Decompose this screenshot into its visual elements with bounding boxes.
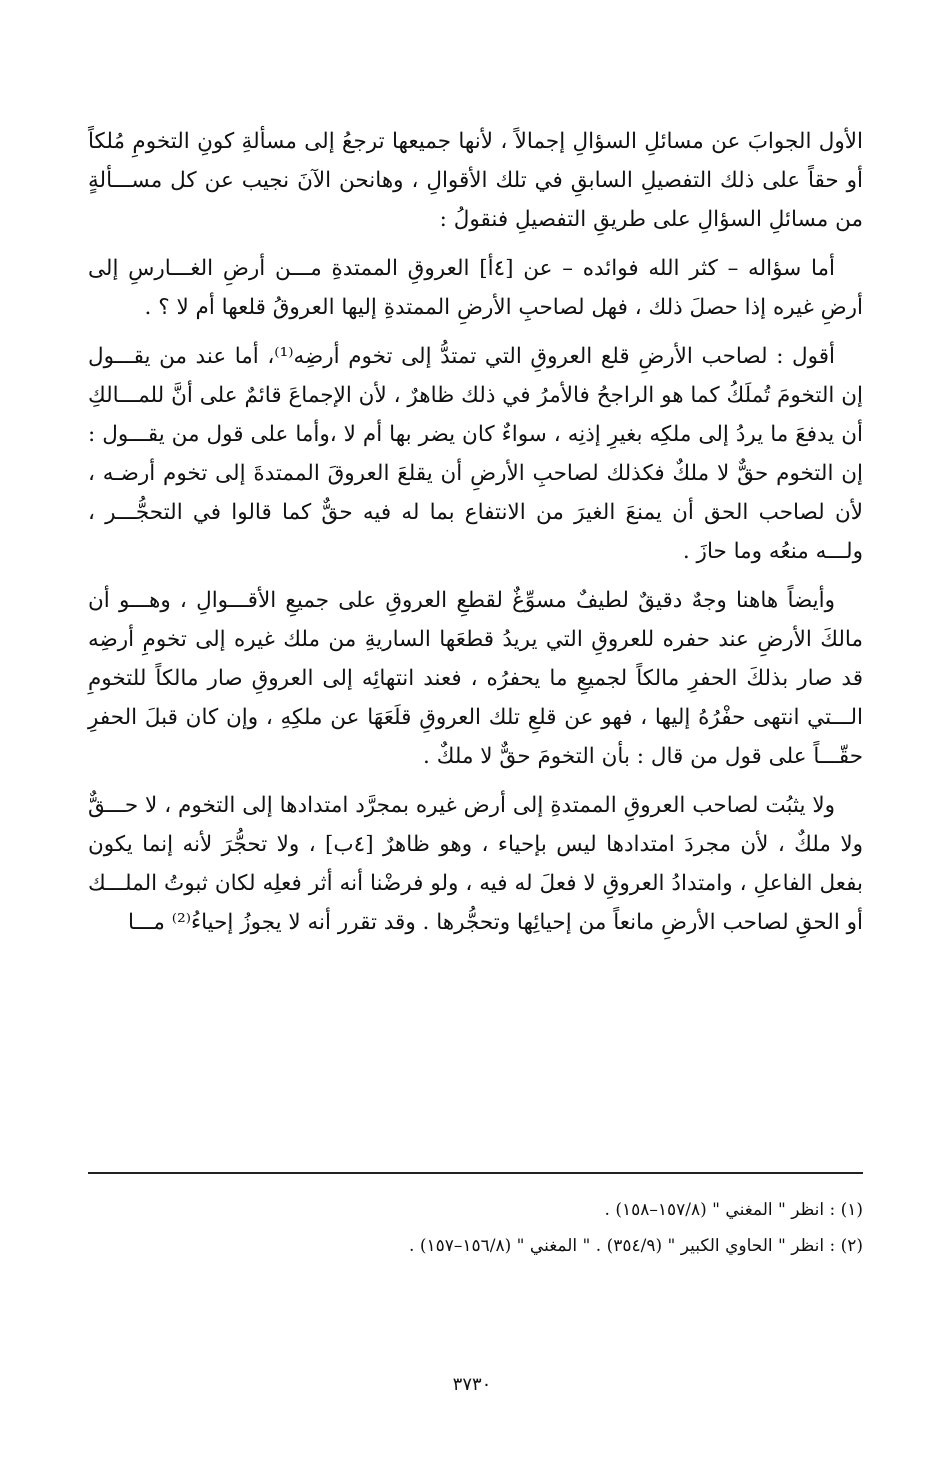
paragraph-5: ولا يثبُت لصاحب العروقِ الممتدةِ إلى أرض غيره بمجرَّد امتدادها إلى التخوم ، لا حـــقٌّ ولا ملكٌ ، لأن مجردَ امتدادها ليس بإحياء ، وهو ظاهرٌ [٤ب] ، ولا تحجُّرَ لأنه إنما يكون بفعل الفاعلِ ، وامتدادُ العروقِ لا فعلَ له فيه ، ولو فرضْنا أنه أثر فعلِه لكان ثبوتُ الملـــك أو الحقِ لصاحب الأرضِ مانعاً من إحيائِها وتحجُّرها . وقد تقرر أنه لا يجوزُ إحياءُ⁽²⁾ مـــا [88, 793, 863, 935]
paragraph-1: الأول الجوابَ عن مسائلِ السؤالِ إجمالاً ، لأنها جميعها ترجعُ إلى مسألةِ كونِ التخومِ مُلكاً أو حقاً على ذلك التفصيلِ السابقِ في تلك الأقوالِ ، وهانحن الآنَ نجيب عن كل مســـألةٍ من مسائلِ السؤالِ على طريقِ التفصيلِ فنقولُ : [88, 129, 863, 232]
footnote-1: (١) : انظر " المغني " (١٥٧/٨–١٥٨) . [604, 1200, 863, 1220]
footnotes [88, 1192, 863, 1264]
paragraph-3: أقول : لصاحب الأرضِ قلع العروقِ التي تمتدُّ إلى تخوم أرضِه⁽¹⁾، أما عند من يقـــول إن التخومَ تُملَكُ كما هو الراجحُ فالأمرُ في ذلك ظاهرٌ ، لأن الإجماعَ قائمٌ على أنَّ للمـــالكِ أن يدفعَ ما يردُ إلى ملكِه بغيرِ إذنِه ، سواءٌ كان يضر بها أم لا ،وأما على قول من يقـــول : إن التخوم حقٌّ لا ملكٌ فكذلك لصاحبِ الأرضِ أن يقلعَ العروقَ الممتدةَ إلى تخوم أرضـه ، لأن لصاحب الحق أن يمنعَ الغيرَ من الانتفاع بما له فيه حقٌّ كما قالوا في التحجُّـــر ، ولـــه منعُه وما حازَ . [88, 344, 863, 564]
paragraph-4: وأيضاً هاهنا وجهٌ دقيقٌ لطيفٌ مسوِّغٌ لقطعِ العروقِ على جميعِ الأقـــوالِ ، وهـــو أن مالكَ الأرضِ عند حفره للعروقِ التي يريدُ قطعَها الساريةِ من ملك غيره إلى تخومِ أرضِه قد صار بذلكَ الحفرِ مالكاً لجميعِ ما يحفرُه ، فعند انتهائِه إلى العروقِ صار مالكاً للتخومِ الـــتي انتهى حفْرُهُ إليها ، فهو عن قلعِ تلك العروقِ قلَعَهَا عن ملكِهِ ، وإن كان قبلَ الحفرِ حقّـــاً على قول من قال : بأن التخومَ حقٌّ لا ملكٌ . [88, 588, 863, 769]
main-text [88, 122, 863, 952]
footnote-2: (٢) : انظر " الحاوي الكبير " (٣٥٤/٩) . " المغني " (١٥٦/٨–١٥٧) . [409, 1236, 863, 1256]
paragraph-2: أما سؤاله – كثر الله فوائده – عن [٤أ] العروقِ الممتدةِ مـــن أرضِ الغـــارسِ إلى أرضِ غيره إذا حصلَ ذلك ، فهل لصاحبِ الأرضِ الممتدةِ إليها العروقُ قلعها أم لا ؟ . [88, 256, 863, 320]
footnote-divider [88, 1172, 863, 1174]
page-number: ٣٧٣٠ [452, 1374, 492, 1395]
